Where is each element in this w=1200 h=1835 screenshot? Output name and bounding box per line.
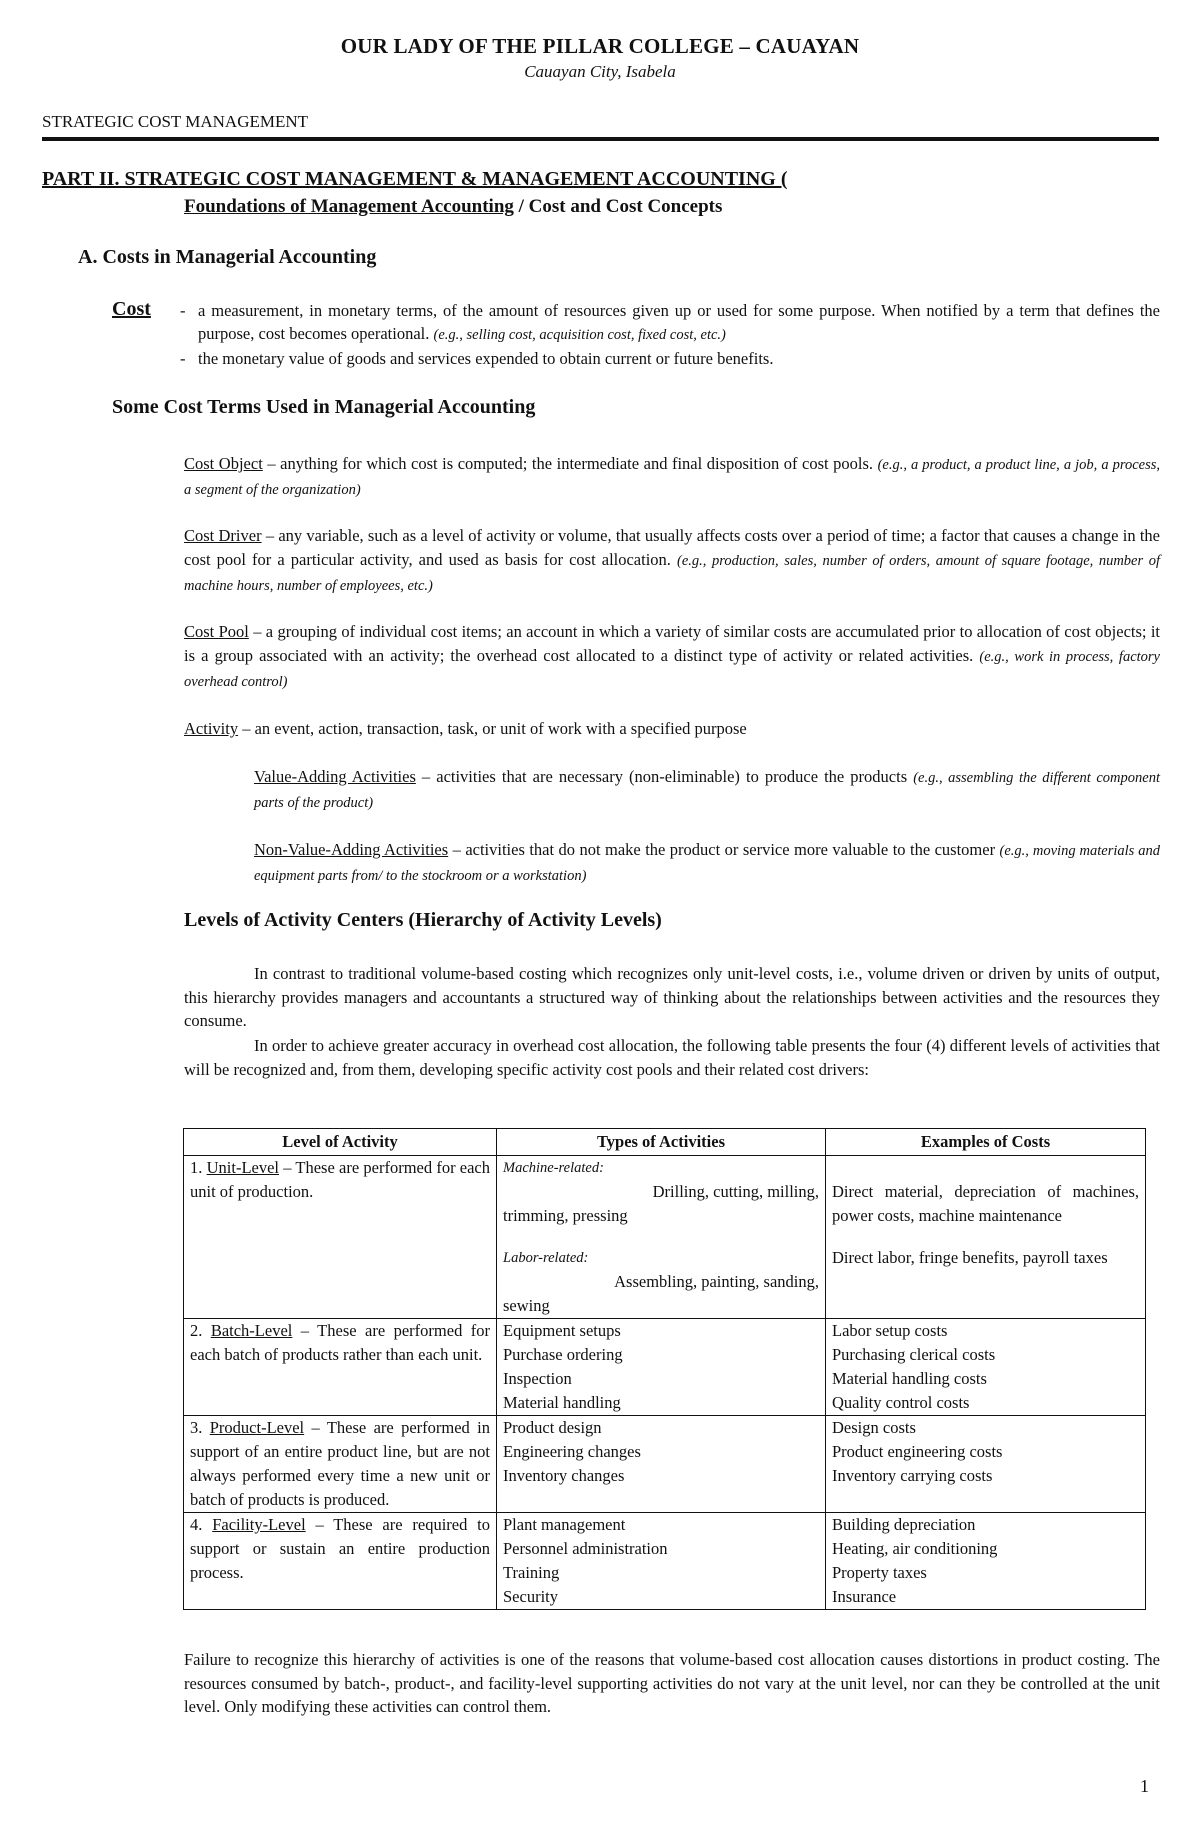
- cost-pool-definition: Cost Pool – a grouping of individual cost items; an account in which a variety of similar costs are accumulated prior to allocation of cost objects; it is a group associated with an activity; the overhead cost allocated to a distinct type of activity or related activities. (e.g., work in process, factory overhead control): [184, 622, 1160, 690]
- value-adding-term: Value-Adding Activities: [254, 767, 416, 786]
- unit-level-costs: Direct material, depreciation of machines, power costs, machine maintenance Direct labor, fringe benefits, payroll taxes: [826, 1156, 1146, 1319]
- part-subtitle: [184, 196, 722, 218]
- cost-terms-heading: Some Cost Terms Used in Managerial Accounting: [112, 396, 536, 418]
- labor-related-label: Labor-related:: [503, 1250, 589, 1266]
- unit-level-types: Machine-related: Drilling, cutting, milling, trimming, pressing Labor-related: Assembling, painting, sanding, sewing: [497, 1156, 826, 1319]
- column-header-examples: Examples of Costs: [826, 1129, 1146, 1156]
- cost-driver-term: Cost Driver: [184, 526, 262, 545]
- cost-pool-example: (e.g., work in process, factory overhead control): [184, 649, 1160, 690]
- cost-pool-term: Cost Pool: [184, 622, 249, 641]
- facility-level-types: Plant management Personnel administration Training Security: [497, 1513, 826, 1610]
- part-subtitle-underlined: Foundations of Management Accounting: [184, 196, 514, 217]
- school-location: Cauayan City, Isabela: [524, 62, 676, 81]
- unit-level-name: Unit-Level: [206, 1158, 279, 1177]
- table-header-row: [184, 1129, 1146, 1156]
- course-title: STRATEGIC COST MANAGEMENT: [42, 112, 309, 131]
- table-row-product-level: [184, 1416, 1146, 1513]
- part-title: PART II. STRATEGIC COST MANAGEMENT & MANAGEMENT ACCOUNTING (: [42, 168, 788, 190]
- activity-definition: Activity – an event, action, transaction, task, or unit of work with a specified purpose: [184, 719, 747, 738]
- table-row-unit-level: [184, 1156, 1146, 1319]
- non-value-adding-definition: Non-Value-Adding Activities – activities that do not make the product or service more valuable to the customer (e.g., moving materials and equipment parts from/ to the stockroom or a workstation): [254, 840, 1161, 884]
- batch-level-cell: 2. Batch-Level – These are performed for each batch of products rather than each unit.: [184, 1319, 497, 1416]
- cost-definition-2-text: the monetary value of goods and services expended to obtain current or future benefits.: [198, 349, 774, 368]
- levels-paragraph-2: In order to achieve greater accuracy in overhead cost allocation, the following table presents the four (4) different levels of activities that will be recognized and, from them, developing specific activity cost pools and their related cost drivers:: [184, 1036, 1160, 1079]
- levels-paragraph-1: In contrast to traditional volume-based costing which recognizes only unit-level costs, i.e., volume driven or driven by units of output, this hierarchy provides managers and accountants a structured way of thinking about the relationships between activities and the resources they consume.: [184, 964, 1160, 1030]
- cost-definition-1-text: a measurement, in monetary terms, of the amount of resources given up or used for some purpose. When notified by a term that defines the purpose, cost becomes operational.: [198, 301, 1160, 343]
- school-name: OUR LADY OF THE PILLAR COLLEGE – CAUAYAN: [340, 34, 860, 58]
- product-level-types: Product design Engineering changes Inventory changes: [497, 1416, 826, 1513]
- cost-definition-1-example: (e.g., selling cost, acquisition cost, fixed cost, etc.): [433, 327, 726, 343]
- table-row-facility-level: [184, 1513, 1146, 1610]
- cost-definition-1: [180, 299, 1160, 347]
- bullet-dash: -: [180, 349, 186, 368]
- batch-level-costs: Labor setup costs Purchasing clerical costs Material handling costs Quality control costs: [826, 1319, 1146, 1416]
- non-value-adding-term: Non-Value-Adding Activities: [254, 840, 449, 859]
- cost-object-term: Cost Object: [184, 454, 263, 473]
- table-row-batch-level: [184, 1319, 1146, 1416]
- cost-object-example: (e.g., a product, a product line, a job, a process, a segment of the organization): [184, 457, 1160, 498]
- facility-level-costs: Building depreciation Heating, air conditioning Property taxes Insurance: [826, 1513, 1146, 1610]
- bullet-dash: -: [180, 301, 186, 320]
- cost-object-definition: Cost Object – anything for which cost is computed; the intermediate and final disposition of cost pools. (e.g., a product, a product line, a job, a process, a segment of the organization): [184, 454, 1160, 498]
- activity-levels-table: [183, 1128, 1146, 1610]
- facility-level-name: Facility-Level: [212, 1515, 306, 1534]
- cost-driver-example: (e.g., production, sales, number of orders, amount of square footage, number of machine hours, number of employees, etc.): [184, 553, 1160, 594]
- cost-driver-definition: Cost Driver – any variable, such as a level of activity or volume, that usually affects costs over a period of time; a factor that causes a change in the cost pool for a particular activity, and used as basis for cost allocation. (e.g., production, sales, number of orders, amount of square footage, number of machine hours, number of employees, etc.): [184, 526, 1160, 594]
- value-adding-definition: Value-Adding Activities – activities that are necessary (non-eliminable) to produce the products (e.g., assembling the different component parts of the product): [254, 767, 1160, 811]
- product-level-cell: 3. Product-Level – These are performed in support of an entire product line, but are not always performed every time a new unit or batch of products is produced.: [184, 1416, 497, 1513]
- batch-level-types: Equipment setups Purchase ordering Inspection Material handling: [497, 1319, 826, 1416]
- value-adding-example: (e.g., assembling the different component parts of the product): [254, 770, 1160, 811]
- product-level-costs: Design costs Product engineering costs Inventory carrying costs: [826, 1416, 1146, 1513]
- column-header-types: Types of Activities: [497, 1129, 826, 1156]
- batch-level-name: Batch-Level: [210, 1321, 293, 1340]
- product-level-name: Product-Level: [209, 1418, 305, 1437]
- unit-level-cell: 1. Unit-Level – These are performed for each unit of production.: [184, 1156, 497, 1319]
- closing-paragraph: Failure to recognize this hierarchy of activities is one of the reasons that volume-based cost allocation causes distortions in product costing. The resources consumed by batch-, product-, and facility-level supporting activities do not vary at the unit level, nor can they be controlled at the unit level. Only modifying these activities can control them.: [184, 1650, 1160, 1716]
- non-value-adding-example: (e.g., moving materials and equipment parts from/ to the stockroom or a workstation): [254, 843, 1161, 884]
- part-subtitle-rest: / Cost and Cost Concepts: [513, 196, 723, 217]
- activity-term: Activity: [184, 719, 239, 738]
- machine-related-label: Machine-related:: [503, 1160, 604, 1176]
- levels-heading: Levels of Activity Centers (Hierarchy of Activity Levels): [184, 909, 662, 931]
- page-number: 1: [1140, 1776, 1149, 1796]
- column-header-level: Level of Activity: [184, 1129, 497, 1156]
- section-a-heading: A. Costs in Managerial Accounting: [78, 246, 377, 268]
- cost-term: Cost: [112, 298, 151, 320]
- cost-definition-2: [180, 347, 1160, 370]
- header-rule: [42, 137, 1159, 141]
- cost-definitions: [180, 299, 1160, 370]
- facility-level-cell: 4. Facility-Level – These are required to support or sustain an entire production process.: [184, 1513, 497, 1610]
